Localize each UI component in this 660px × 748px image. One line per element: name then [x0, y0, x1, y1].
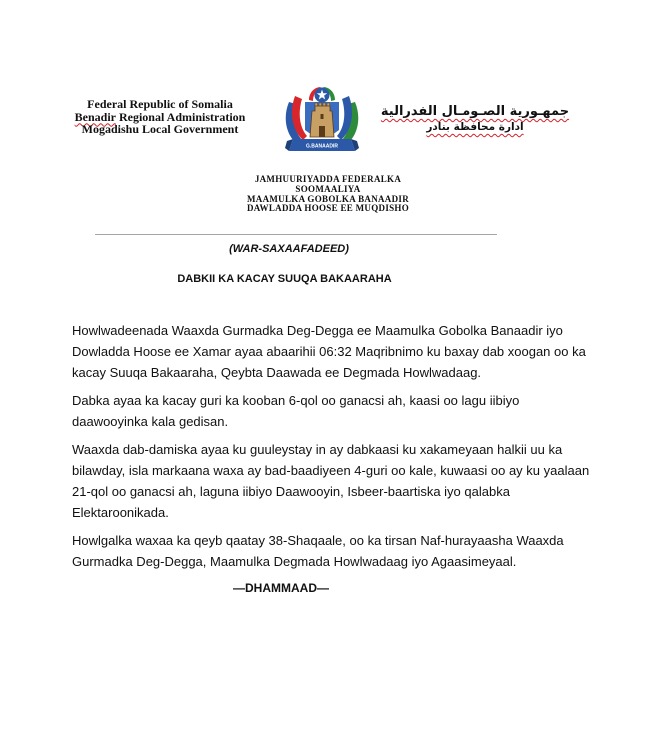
- body-line: 21-qol oo ganacsi ah, laguna iibiyo Daawooyin, Isbeer-baartiska iyo qalabka: [72, 484, 510, 499]
- somali-header-line: DAWLADDA HOOSE EE MUQDISHO: [246, 203, 410, 214]
- letterhead-line-regional-admin-rest: Regional Administration: [118, 109, 246, 124]
- body-paragraph: [72, 390, 632, 432]
- body-line: Howlgalka waxaa ka qeyb qaatay 38-Shaqaale, oo ka tirsan Naf-hurayaasha Waaxda: [72, 533, 564, 548]
- body-line: Elektaroonikada.: [72, 505, 169, 520]
- letterhead-english: [60, 98, 260, 136]
- body-line: Gurmadka Deg-Degga, Maamulka Degmada Howlwadaag iyo Agaasimeyaal.: [72, 554, 517, 569]
- document-title: DABKII KA KACAY SUUQA BAKAARAHA: [177, 273, 392, 285]
- body-line: Dowladda Hoose ee Xamar ayaa abaarihii 06:32 Maqribnimo ku baxay dab xoogan oo ka: [72, 344, 586, 359]
- letterhead-arabic-line-administration-text: ادارة محافظة بنادر: [426, 121, 524, 133]
- body-paragraph: [72, 439, 632, 523]
- body-line: Dabka ayaa ka kacay guri ka kooban 6-qol oo ganacsi ah, kaasi oo lagu iibiyo: [72, 393, 520, 408]
- somali-header-line: SOOMAALIYA: [295, 183, 361, 194]
- benadir-emblem: [283, 84, 361, 154]
- somali-header-line: JAMHUURIYADDA FEDERALKA: [254, 174, 402, 184]
- body-line: bilawday, isla markaana waxa ay bad-baadiyeen 4-guri oo kale, kuwaasi oo ay ku yaalaan: [72, 463, 590, 478]
- emblem-ribbon-text: G.BANAADIR: [306, 143, 338, 150]
- letterhead-arabic-line-administration: [378, 120, 572, 135]
- header-divider: [95, 234, 497, 235]
- body-paragraph: [72, 530, 632, 572]
- letterhead-arabic-line-republic: [378, 103, 572, 120]
- press-release-label: (WAR-SAXAAFADEED): [229, 243, 349, 255]
- body-line: daawooyinka kala gedisan.: [72, 414, 229, 429]
- closing-mark: —DHAMMAAD—: [233, 581, 329, 595]
- letterhead-arabic: [378, 103, 572, 135]
- letterhead-somali: [228, 175, 428, 214]
- spellcheck-flagged-word: Benadir: [74, 109, 116, 124]
- somali-header-line: MAAMULKA GOBOLKA BANAADIR: [246, 193, 409, 204]
- letterhead-arabic-line-republic-text: جمهـورية الصـومـال الفدرالية: [380, 104, 570, 119]
- document-body: [72, 320, 632, 579]
- body-line: Waaxda dab-damiska ayaa ku guuleystay in ay dabkaasi ku xakameyaan halkii uu ka: [72, 442, 563, 457]
- body-paragraph: [72, 320, 632, 383]
- body-line: Howlwadeenada Waaxda Gurmadka Deg-Degga ee Maamulka Gobolka Banaadir iyo: [72, 323, 563, 338]
- letterhead-line-federal-republic: Federal Republic of Somalia: [87, 97, 233, 111]
- letterhead-line-local-government: Mogadishu Local Government: [81, 122, 239, 136]
- body-line: kacay Suuqa Bakaaraha, Qeybta Daawada ee Degmada Howlwadaag.: [72, 365, 482, 380]
